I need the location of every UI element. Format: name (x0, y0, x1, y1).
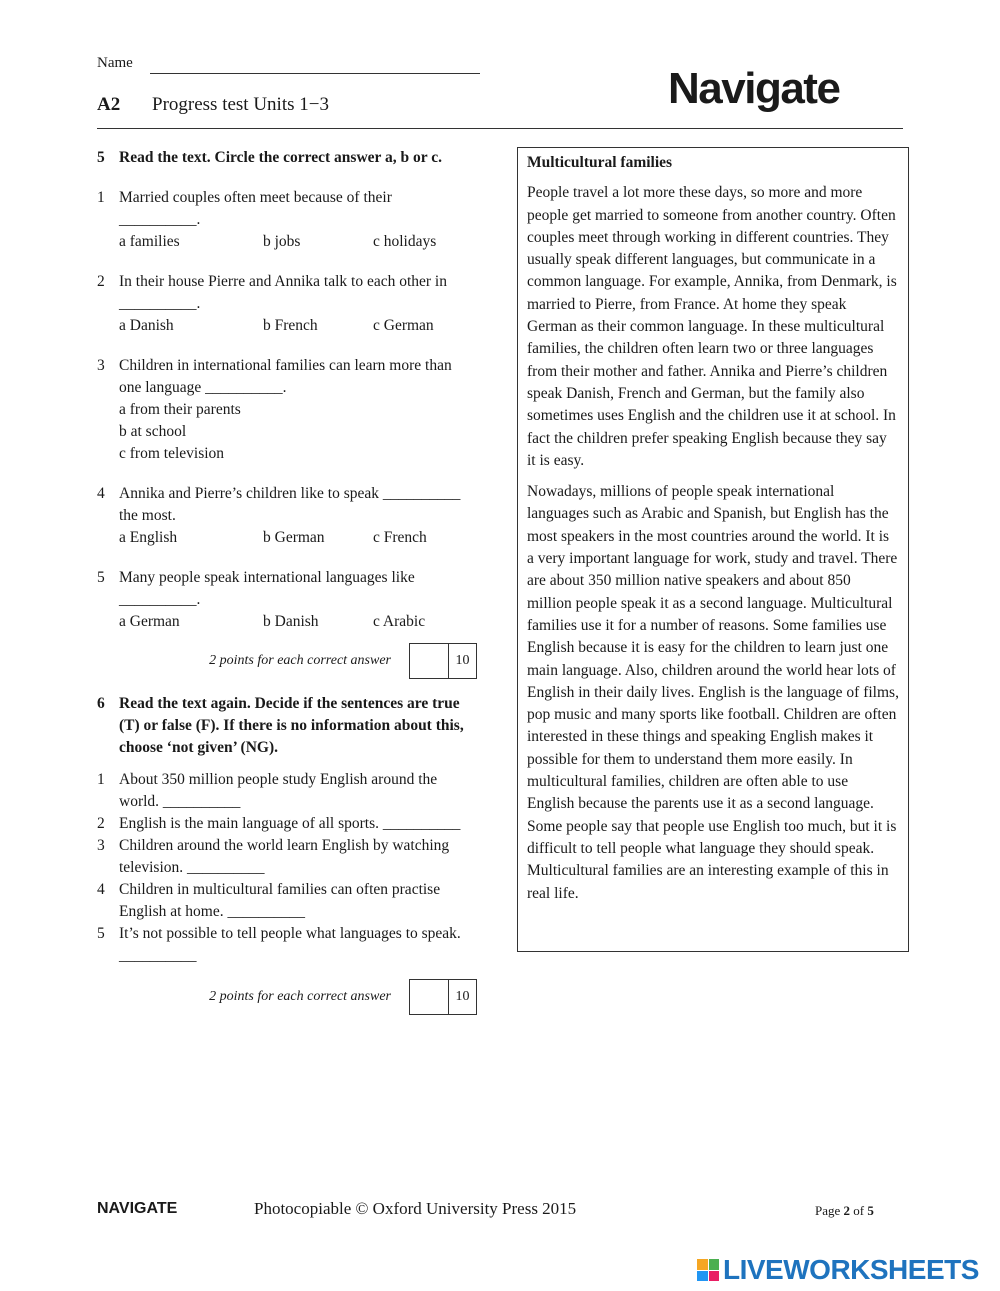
mc-question (97, 567, 477, 633)
question-number: 5 (97, 569, 105, 586)
tf-question (97, 813, 477, 835)
question-number: 3 (97, 357, 105, 374)
header-divider (97, 128, 903, 129)
test-title: Progress test Units 1−3 (152, 94, 329, 115)
mc-question (97, 483, 477, 549)
page-prefix: Page (815, 1203, 841, 1218)
option-c[interactable]: c from television (119, 445, 225, 462)
mc-question (97, 271, 477, 337)
option-b[interactable]: b jobs (263, 233, 301, 250)
name-label: Name (97, 55, 133, 71)
questions-column (97, 147, 477, 1015)
tf-question (97, 835, 477, 879)
score-max: 10 (449, 979, 477, 1015)
question-number: 2 (97, 273, 105, 290)
question-text: Many people speak international languages like __________. (119, 569, 415, 608)
question-text: Annika and Pierre’s children like to speak __________ the most. (119, 485, 461, 524)
section-number: 5 (97, 149, 105, 166)
option-c[interactable]: c German (373, 317, 434, 334)
section-6-heading (97, 693, 477, 759)
question-text[interactable]: Children in multicultural families can often practise English at home. __________ (119, 881, 441, 920)
option-b[interactable]: b at school (119, 423, 187, 440)
tf-question (97, 769, 477, 813)
question-text[interactable]: About 350 million people study English around the world. __________ (119, 771, 438, 810)
score-input-box[interactable] (409, 979, 449, 1015)
question-number: 3 (97, 837, 105, 854)
tf-questions (97, 769, 477, 967)
option-c[interactable]: c French (373, 529, 427, 546)
watermark-text: LIVEWORKSHEETS (723, 1254, 979, 1285)
option-a[interactable]: a Danish (119, 317, 174, 334)
section-5-score (97, 643, 477, 679)
tf-question (97, 879, 477, 923)
option-a[interactable]: a German (119, 613, 180, 630)
page-of: of (853, 1203, 865, 1218)
option-b[interactable]: b Danish (263, 613, 319, 630)
option-a[interactable]: a English (119, 529, 178, 546)
reading-paragraph-1: People travel a lot more these days, so more and more people get married to someone from another country. Often couples meet through working in different countries. They usually speak different languages, but communicate in a common language. For example, Annika, from Denmark, is married to Pierre, from France. At home they speak German as their common language. In these multicultural families, the children often learn two or three languages from their mother and father. Annika and Pierre’s children speak Danish, French and German, but the family also sometimes uses English and the children use it at school. In fact the children prefer speaking English because they say it is easy. (527, 184, 897, 469)
footer-brand: NAVIGATE (97, 1200, 178, 1217)
navigate-logo: Navigate (668, 64, 840, 113)
option-a[interactable]: a from their parents (119, 401, 241, 418)
question-number: 2 (97, 815, 105, 832)
section-number: 6 (97, 695, 105, 712)
mc-question (97, 355, 477, 465)
option-b[interactable]: b German (263, 529, 325, 546)
question-text[interactable]: English is the main language of all sports. __________ (119, 815, 461, 832)
question-text[interactable]: Children around the world learn English by watching television. __________ (119, 837, 450, 876)
page-indicator (815, 1203, 874, 1219)
level-label: A2 (97, 94, 121, 115)
score-input-box[interactable] (409, 643, 449, 679)
tf-question (97, 923, 477, 967)
question-text: Children in international families can learn more than one language __________. (119, 357, 452, 396)
reading-paragraph-2: Nowadays, millions of people speak international languages such as Arabic and Spanish, but English has the most speakers in the most countries around the world. It is a very important language for work, study and travel. There are about 350 million native speakers and about 850 million people speak it as a second language. Multicultural families use it for a number of reasons. Some families use English because it is easy for the children to learn just one main language. Also, children around the world hear lots of English in their daily lives. English is the language of films, pop music and many sports like football. Children are often interested in these things and speaking English makes it possible for them to understand them more easily. In multicultural families, children are often able to use English because the parents use it as a second language. Some people say that people use English too much, but it is difficult to tell people what language they should speak. Multicultural families are an interesting example of this in real life. (527, 483, 899, 902)
section-instruction: Read the text again. Decide if the sentences are true (T) or false (F). If there is no information about this, choose ‘not given’ (NG). (119, 695, 464, 756)
score-text: 2 points for each correct answer (209, 653, 391, 668)
liveworksheets-watermark (697, 1254, 979, 1286)
question-number: 5 (97, 925, 105, 942)
question-text: In their house Pierre and Annika talk to each other in __________. (119, 273, 447, 312)
question-number: 4 (97, 881, 105, 898)
option-c[interactable]: c Arabic (373, 613, 426, 630)
score-text: 2 points for each correct answer (209, 989, 391, 1004)
option-b[interactable]: b French (263, 317, 318, 334)
reading-text-box (517, 147, 909, 952)
page-total: 5 (867, 1203, 874, 1218)
option-c[interactable]: c holidays (373, 233, 437, 250)
score-max: 10 (449, 643, 477, 679)
mc-question (97, 187, 477, 253)
question-text: Married couples often meet because of their __________. (119, 189, 392, 228)
section-instruction: Read the text. Circle the correct answer a, b or c. (119, 149, 442, 166)
liveworksheets-icon (697, 1259, 719, 1281)
page-number: 2 (843, 1203, 851, 1218)
footer-copyright: Photocopiable © Oxford University Press 2015 (254, 1199, 577, 1218)
question-number: 1 (97, 189, 105, 206)
reading-title: Multicultural families (527, 154, 673, 171)
option-a[interactable]: a families (119, 233, 180, 250)
section-6-score (97, 979, 477, 1015)
section-5-heading (97, 147, 477, 169)
question-number: 1 (97, 771, 105, 788)
question-text[interactable]: It’s not possible to tell people what languages to speak. __________ (119, 925, 461, 964)
name-field-line[interactable] (150, 73, 480, 74)
question-number: 4 (97, 485, 105, 502)
